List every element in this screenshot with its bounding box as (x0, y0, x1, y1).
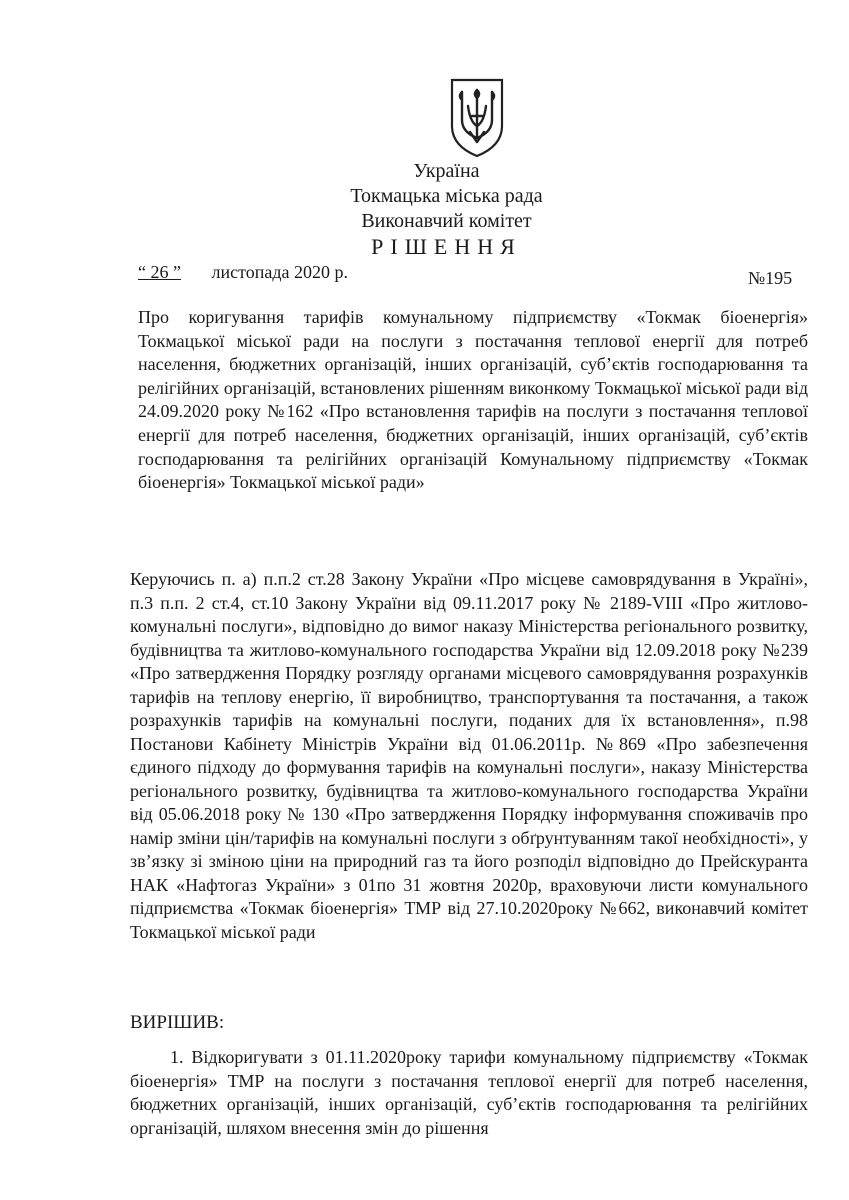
decision-subject: Про коригування тарифів комунальному підприємству «Токмак біоенергія» Токмацької міської ради на послуги з постачання теплової енергії для потреб населення, бюджетних організацій, інших організацій, суб’єктів господарювання та релігійних організацій, встановлених рішенням виконкому Токмацької міської ради від 24.09.2020 року №162 «Про встановлення тарифів на послуги з постачання теплової енергії для потреб населення, бюджетних організацій, інших організацій, суб’єктів господарювання та релігійних організацій Комунальному підприємству «Токмак біоенергія» Токмацької міської ради» (138, 307, 808, 493)
committee-name: Виконавчий комітет (361, 210, 532, 232)
date-month-year: листопада 2020 р. (211, 262, 348, 282)
preamble-paragraph: Керуючись п. а) п.п.2 ст.28 Закону України «Про місцеве самоврядування в Україні», п.3 п.п. 2 ст.4, ст.10 Закону України від 09.11.2017 року № 2189-VIII «Про житлово-комунальні послуги», відповідно до вимог наказу Міністерства регіонального розвитку, будівництва та житлово-комунального господарства України від 12.09.2018 року №239 «Про затвердження Порядку розгляду органами місцевого самоврядування розрахунків тарифів на теплову енергію, її виробництво, транспортування та постачання, а також розрахунків тарифів на комунальні послуги, поданих для їх встановлення», п.98 Постанови Кабінету Міністрів України від 01.06.2011р. №869 «Про забезпечення єдиного підходу до формування тарифів на комунальні послуги», наказу Міністерства регіонального розвитку, будівництва та житлово-комунального господарства України від 05.06.2018 року № 130 «Про затвердження Порядку інформування споживачів про намір зміни цін/тарифів на комунальні послуги з обґрунтуванням такої необхідності», у зв’язку зі зміною ціни на природний газ та його розподіл відповідно до Прейскуранта НАК «Нафтогаз України» з 01по 31 жовтня 2020р, враховуючи листи комунального підприємства «Токмак біоенергія» ТМР від 27.10.2020року №662, виконавчий комітет Токмацької міської ради (130, 569, 808, 942)
council-name: Токмацька міська рада (350, 185, 543, 207)
document-title: РІШЕННЯ (371, 234, 522, 259)
decided-heading: ВИРІШИВ: (130, 1012, 225, 1033)
trident-coat-of-arms-icon (448, 76, 506, 158)
decision-date (138, 262, 348, 283)
country-name: Україна (413, 160, 480, 182)
date-day: “ 26 ” (138, 262, 181, 282)
decision-item-1: 1. Відкоригувати з 01.11.2020року тарифи комунальному підприємству «Токмак біоенергія» ТМР на послуги з постачання теплової енергії для потреб населення, бюджетних організацій, інших організацій, суб’єктів господарювання та релігійних організацій, шляхом внесення змін до рішення (130, 1047, 808, 1138)
decision-number: №195 (748, 268, 793, 288)
